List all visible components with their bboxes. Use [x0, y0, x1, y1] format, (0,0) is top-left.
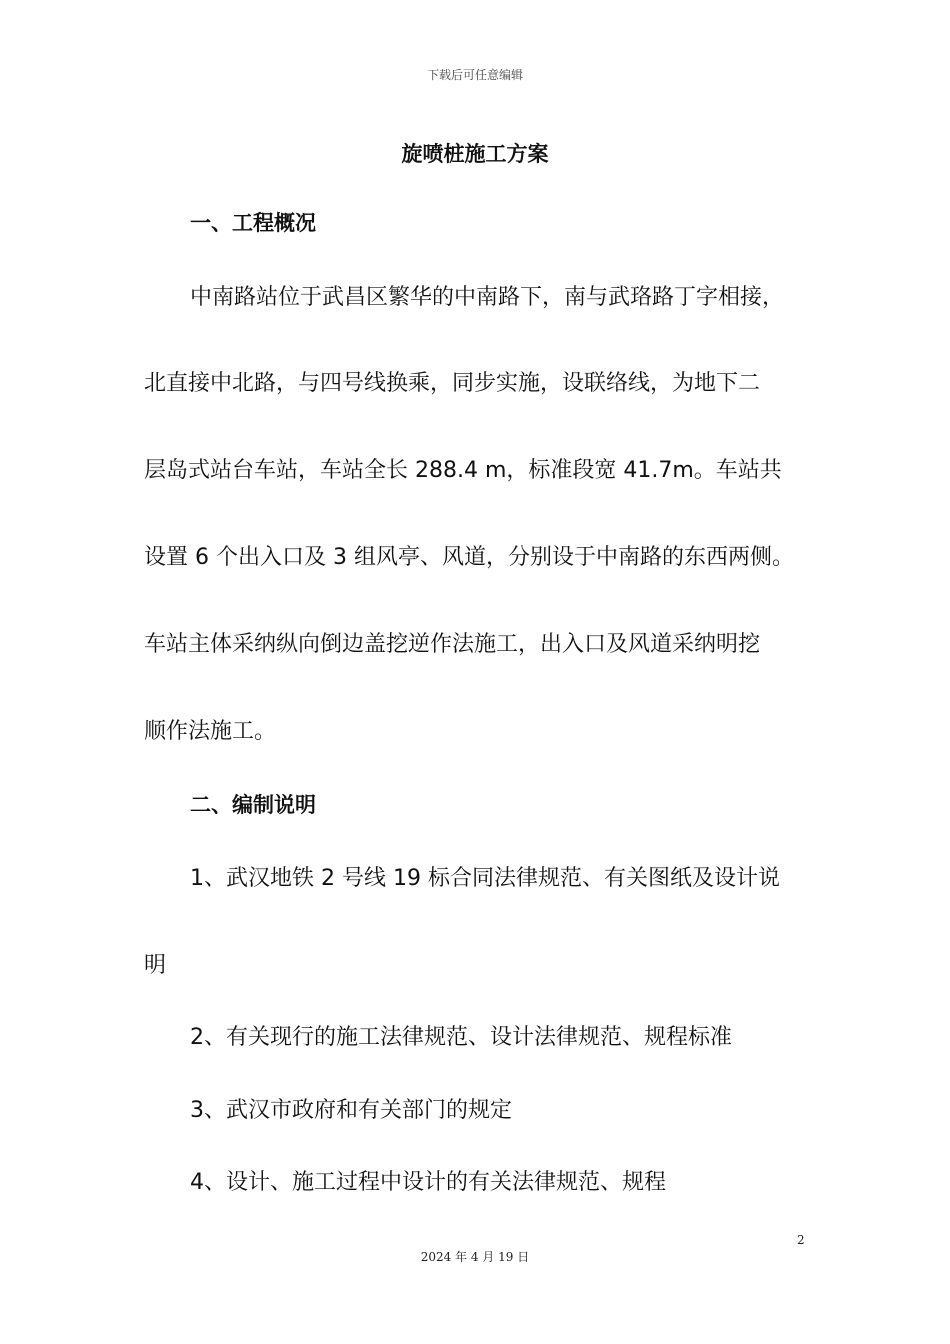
paragraph-line: 北直接中北路，与四号线换乘，同步实施，设联络线，为地下二 — [144, 371, 761, 396]
list-item: 1、武汉地铁 2 号线 19 标合同法律规范、有关图纸及设计说 — [190, 866, 780, 891]
list-item: 2、有关现行的施工法律规范、设计法律规范、规程标准 — [190, 1025, 732, 1050]
list-item-continuation: 明 — [144, 953, 167, 978]
page-number: 2 — [797, 1233, 805, 1247]
paragraph-line: 车站主体采纳纵向倒边盖挖逆作法施工，出入口及风道采纳明挖 — [144, 632, 761, 657]
list-item: 3、武汉市政府和有关部门的规定 — [190, 1098, 512, 1123]
footer-date: 2024 年 4 月 19 日 — [420, 1250, 530, 1264]
section-heading-compilation: 二、编制说明 — [190, 793, 316, 817]
paragraph-line: 层岛式站台车站，车站全长 288.4 m，标准段宽 41.7m。车站共 — [144, 458, 782, 483]
paragraph-line: 中南路站位于武昌区繁华的中南路下，南与武珞路丁字相接， — [190, 285, 785, 310]
section-heading-overview: 一、工程概况 — [190, 211, 316, 235]
header-note: 下载后可任意编辑 — [426, 68, 523, 82]
list-item: 4、设计、施工过程中设计的有关法律规范、规程 — [190, 1170, 666, 1195]
paragraph-line: 设置 6 个出入口及 3 组风亭、风道，分别设于中南路的东西两侧。 — [144, 545, 794, 570]
paragraph-line: 顺作法施工。 — [144, 719, 277, 744]
document-title: 旋喷桩施工方案 — [401, 142, 549, 166]
